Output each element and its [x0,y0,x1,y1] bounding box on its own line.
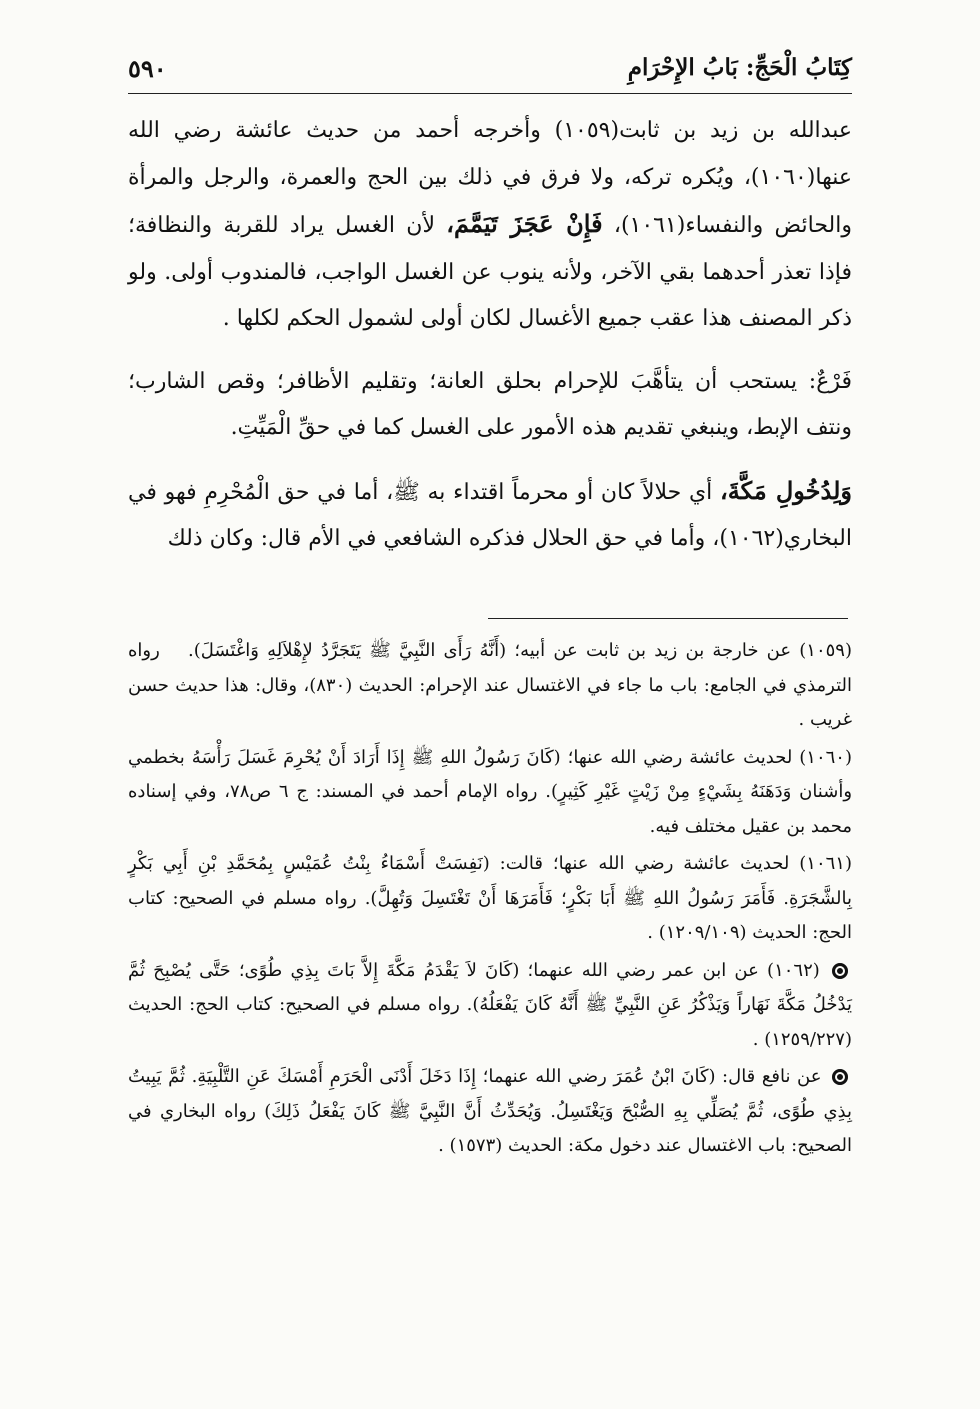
footnote-1061 [128,847,852,951]
footnote-continuation: بخطمي وأشنان وَدَهَنَهُ بِشَيْءٍ مِنْ زَيْتٍ غَيْرِ كَثِيرٍ). رواه الإمام أحمد في المسند: ج ٦ ص٧٨، وفي إسناده محمد بن عقيل مختلف فيه. [128,746,853,837]
footnote-first-line: (١٠٦٠) لحديث عائشة رضي الله عنها؛ (كَانَ رَسُولُ اللهِ ﷺ إِذَا أَرَادَ أَنْ يُحْرِمَ غَسَلَ رَأْسَهُ [191,746,852,768]
paragraph-3-text: أي حلالاً كان أو محرماً اقتداء به ﷺ، أما في حق الْمُحْرِمِ فهو في البخاري(١٠٦٢)، وأما في حق الحلال فذكره الشافعي في الأم قال: وكان ذلك [128,479,852,551]
main-text [128,108,852,563]
running-header [128,48,852,94]
footnote-continuation: رواه الترمذي في الجامع: باب ما جاء في الاغتسال عند الإحرام: الحديث (٨٣٠)، وقال: هذا حديث حسن غريب . [128,640,853,730]
footnote-continuation: يُصْبِحَ ثُمَّ يَدْخُلُ مَكَّةَ نَهَاراً وَيَذْكُرُ عَنِ النَّبِيِّ ﷺ أَنَّهُ كَانَ يَفْعَلُهُ). رواه مسلم في الصحيح: كتاب الحج: الحديث (١٢٥٩/٢٢٧) . [128,959,852,1050]
paragraph-1 [128,108,852,343]
footnote-text: عن نافع قال: (كَانَ ابْنُ عُمَرَ رضي الله عنهما؛ إِذَا دَخَلَ أَدْنَى الْحَرَمِ أَمْسَكَ عَنِ التَّلْبِيَةِ. ثُمَّ يَبِيتُ بِذِي طُوًى، ثُمَّ يُصَلِّي بِهِ الصُّبْحَ وَيَغْتَسِلُ. وَيُحَدِّثُ أَنَّ النَّبِيَّ ﷺ كَانَ يَفْعَلُ ذَلِكَ) رواه البخاري في الصحيح: باب الاغتسال عند دخول مكة: الحديث (١٥٧٣) . [128,1066,852,1156]
paragraph-1-rest: لأن الغسل يراد للقربة والنظافة؛ فإذا تعذر أحدهما بقي الآخر، ولأنه ينوب عن الغسل الواجب، فالمندوب أولى. ولو ذكر المصنف هذا عقب جميع الأغسال لكان أولى لشمول الحكم لكلها . [128,213,852,331]
matn-phrase-tayammum: فَإِنْ عَجَزَ تَيَمَّمَ، [446,209,603,238]
paragraph-1-text: عبدالله بن زيد بن ثابت(١٠٥٩) وأخرجه أحمد من حديث عائشة رضي الله عنها(١٠٦٠)، ويُكره تركه، ولا فرق في ذلك بين الحج والعمرة، والرجل والمرأة والحائض والنفساء(١٠٦١)، [128,118,852,238]
footnote-first-line: (١٠٥٩) عن خارجة بن زيد بن ثابت عن أبيه؛ (أَنَّهُ رَأَى النَّبِيَّ ﷺ يَتَجَرَّدُ لإِهْلاَلِهِ وَاغْتَسَلَ). [188,640,852,661]
footnote-separator [488,618,848,619]
bullet-circle-icon [832,1069,848,1085]
chapter-title: كِتَابُ الْحَجِّ: بَابُ الإِحْرَامِ [627,54,852,81]
footnote-1059 [128,634,852,738]
footnotes [128,634,852,1167]
footnote-first-line: (١٠٦٢) عن ابن عمر رضي الله عنهما؛ (كَانَ لاَ يَقْدَمُ مَكَّةَ إِلاَّ بَاتَ بِذِي طُوًى؛ حَتَّى [199,959,820,981]
bullet-circle-icon [832,963,848,979]
matn-phrase-makkah: وَلِدُخُولِ مَكَّةَ، [720,475,853,505]
footnote-1060 [128,741,852,845]
paragraph-3 [128,468,852,563]
header-rule [128,93,852,94]
paragraph-far: فَرْعٌ: يستحب أن يتأهَّبَ للإحرام بحلق العانة؛ وتقليم الأظافر؛ وقص الشارب؛ ونتف الإبط، وينبغي تقديم هذه الأمور على الغسل كما في حقِّ الْمَيِّتِ. [128,368,852,440]
footnote-1062 [128,954,852,1058]
footnote-nafi [128,1060,852,1164]
footnote-continuation: بَكْرٍ بِالشَّجَرَةِ. فَأَمَرَ رَسُولُ اللهِ ﷺ أَبَا بَكْرٍ؛ فَأَمَرَهَا أَنْ تَغْتَسِلَ وَتُهِلَّ). رواه مسلم في الصحيح: كتاب الحج: الحديث (١٢٠٩/١٠٩) . [128,853,852,943]
page-number: ٥٩٠ [128,54,167,83]
footnote-first-line: (١٠٦١) لحديث عائشة رضي الله عنها؛ قالت: (نَفِسَتْ أَسْمَاءُ بِنْتُ عُمَيْسٍ بِمُحَمَّدِ بْنِ أَبِي [162,853,852,874]
